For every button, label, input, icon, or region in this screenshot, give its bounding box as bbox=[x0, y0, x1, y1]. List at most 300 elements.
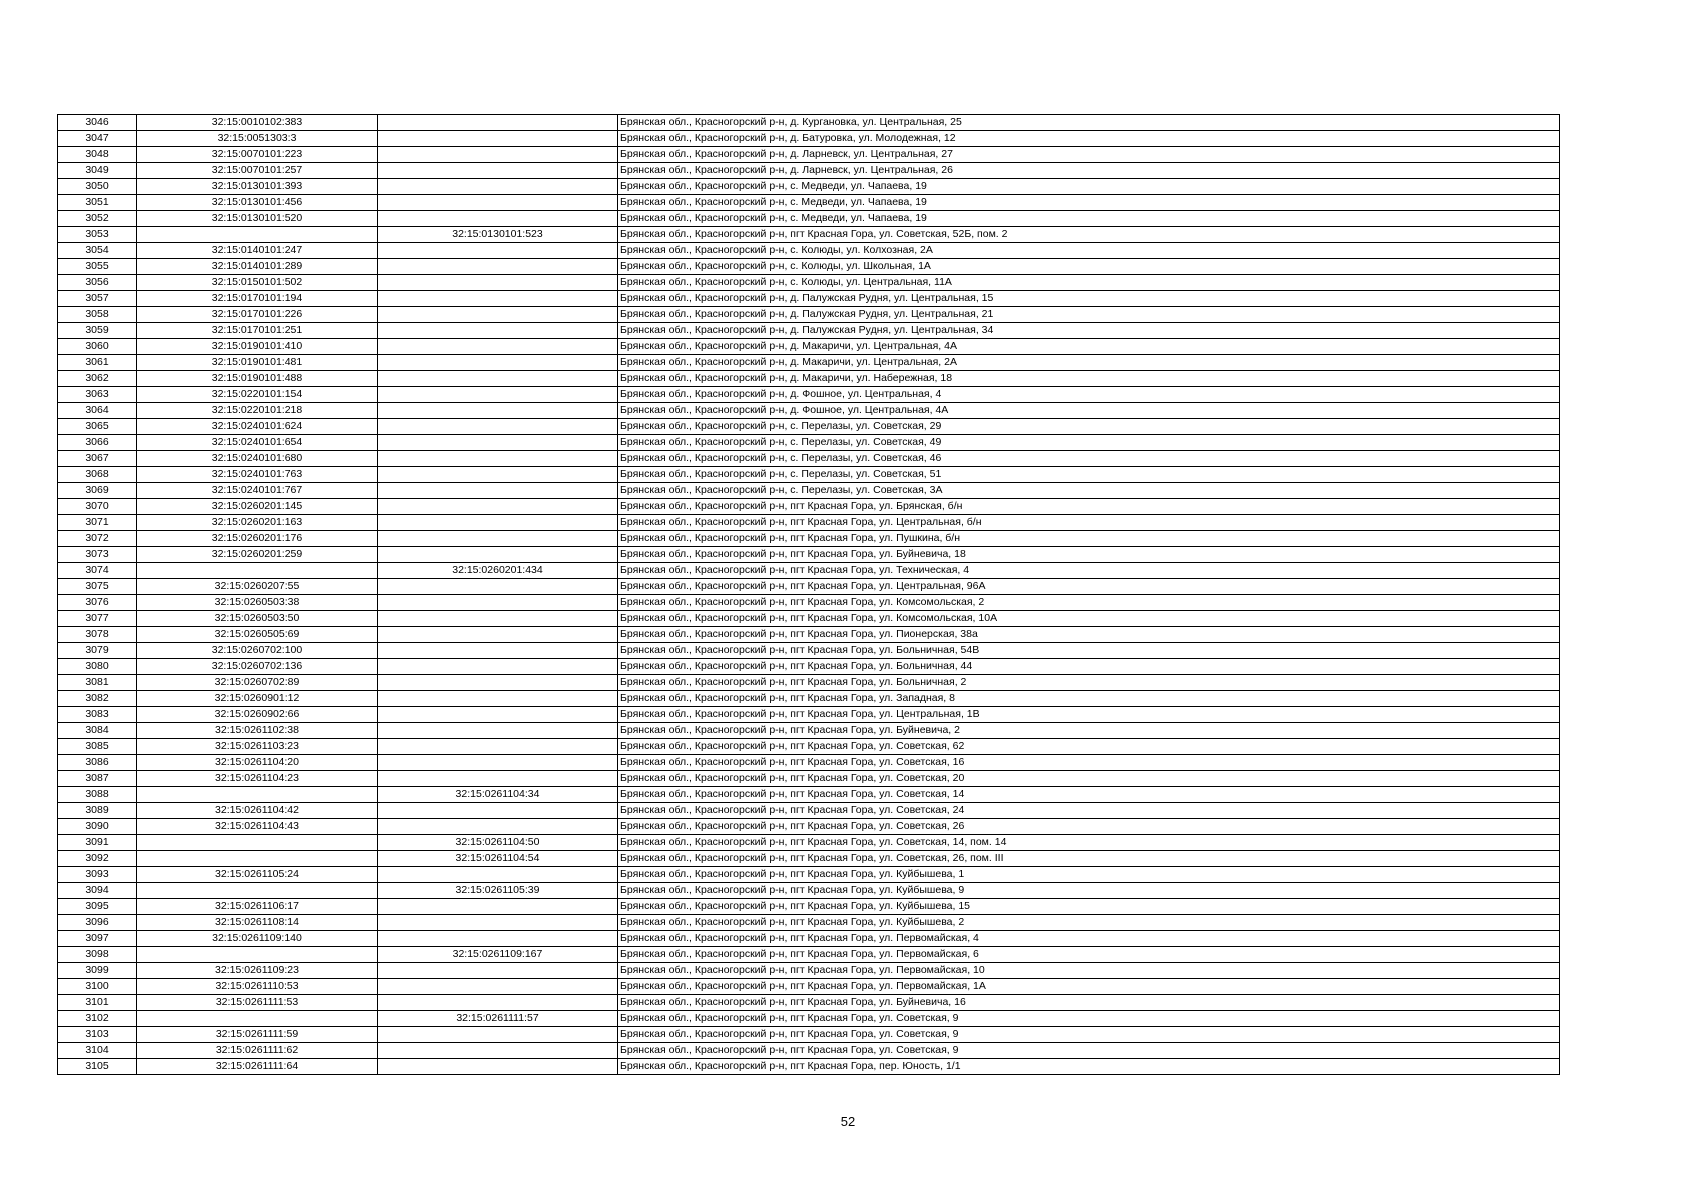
address-cell: Брянская обл., Красногорский р-н, пгт Красная Гора, ул. Куйбышева, 2 bbox=[618, 915, 1560, 931]
cadastral-number-alt-cell bbox=[378, 115, 618, 131]
address-cell: Брянская обл., Красногорский р-н, пгт Красная Гора, ул. Буйневича, 2 bbox=[618, 723, 1560, 739]
address-cell: Брянская обл., Красногорский р-н, пгт Красная Гора, ул. Куйбышева, 9 bbox=[618, 883, 1560, 899]
table-row bbox=[58, 467, 1560, 483]
row-number: 3050 bbox=[58, 179, 137, 195]
row-number: 3100 bbox=[58, 979, 137, 995]
row-number: 3062 bbox=[58, 371, 137, 387]
cadastral-number-cell bbox=[137, 787, 378, 803]
cadastral-number-alt-cell bbox=[378, 931, 618, 947]
row-number: 3051 bbox=[58, 195, 137, 211]
table-row bbox=[58, 1027, 1560, 1043]
table-row bbox=[58, 227, 1560, 243]
address-cell: Брянская обл., Красногорский р-н, пгт Красная Гора, ул. Брянская, б/н bbox=[618, 499, 1560, 515]
address-cell: Брянская обл., Красногорский р-н, пгт Красная Гора, ул. Больничная, 2 bbox=[618, 675, 1560, 691]
cadastral-number-alt-cell bbox=[378, 259, 618, 275]
cadastral-number-cell: 32:15:0261104:42 bbox=[137, 803, 378, 819]
table-row bbox=[58, 451, 1560, 467]
table-row bbox=[58, 371, 1560, 387]
cadastral-number-alt-cell bbox=[378, 611, 618, 627]
address-cell: Брянская обл., Красногорский р-н, с. Перелазы, ул. Советская, 3А bbox=[618, 483, 1560, 499]
table-row bbox=[58, 739, 1560, 755]
table-row bbox=[58, 691, 1560, 707]
table-row bbox=[58, 563, 1560, 579]
cadastral-number-alt-cell bbox=[378, 1059, 618, 1075]
cadastral-number-alt-cell bbox=[378, 387, 618, 403]
cadastral-number-alt-cell: 32:15:0261105:39 bbox=[378, 883, 618, 899]
cadastral-number-alt-cell bbox=[378, 691, 618, 707]
row-number: 3074 bbox=[58, 563, 137, 579]
table-row bbox=[58, 595, 1560, 611]
table-row bbox=[58, 963, 1560, 979]
address-cell: Брянская обл., Красногорский р-н, пгт Красная Гора, ул. Советская, 14 bbox=[618, 787, 1560, 803]
address-cell: Брянская обл., Красногорский р-н, с. Колюды, ул. Школьная, 1А bbox=[618, 259, 1560, 275]
address-cell: Брянская обл., Красногорский р-н, пгт Красная Гора, ул. Советская, 16 bbox=[618, 755, 1560, 771]
row-number: 3081 bbox=[58, 675, 137, 691]
cadastral-number-alt-cell bbox=[378, 995, 618, 1011]
cadastral-number-alt-cell bbox=[378, 1027, 618, 1043]
row-number: 3089 bbox=[58, 803, 137, 819]
address-cell: Брянская обл., Красногорский р-н, д. Ларневск, ул. Центральная, 27 bbox=[618, 147, 1560, 163]
table-row bbox=[58, 515, 1560, 531]
address-cell: Брянская обл., Красногорский р-н, д. Палужская Рудня, ул. Центральная, 15 bbox=[618, 291, 1560, 307]
row-number: 3092 bbox=[58, 851, 137, 867]
cadastral-number-alt-cell bbox=[378, 547, 618, 563]
address-cell: Брянская обл., Красногорский р-н, с. Медведи, ул. Чапаева, 19 bbox=[618, 179, 1560, 195]
table-row bbox=[58, 483, 1560, 499]
address-cell: Брянская обл., Красногорский р-н, с. Перелазы, ул. Советская, 29 bbox=[618, 419, 1560, 435]
cadastral-number-cell: 32:15:0261111:59 bbox=[137, 1027, 378, 1043]
cadastral-number-cell bbox=[137, 1011, 378, 1027]
cadastral-number-alt-cell bbox=[378, 899, 618, 915]
address-cell: Брянская обл., Красногорский р-н, с. Медведи, ул. Чапаева, 19 bbox=[618, 211, 1560, 227]
address-cell: Брянская обл., Красногорский р-н, пгт Красная Гора, ул. Пионерская, 38а bbox=[618, 627, 1560, 643]
cadastral-number-alt-cell: 32:15:0261109:167 bbox=[378, 947, 618, 963]
cadastral-number-cell: 32:15:0261102:38 bbox=[137, 723, 378, 739]
cadastral-number-cell: 32:15:0190101:410 bbox=[137, 339, 378, 355]
row-number: 3087 bbox=[58, 771, 137, 787]
table-row bbox=[58, 979, 1560, 995]
cadastral-number-alt-cell bbox=[378, 499, 618, 515]
cadastral-number-cell: 32:15:0190101:488 bbox=[137, 371, 378, 387]
row-number: 3102 bbox=[58, 1011, 137, 1027]
table-row bbox=[58, 531, 1560, 547]
cadastral-number-cell: 32:15:0261109:140 bbox=[137, 931, 378, 947]
row-number: 3086 bbox=[58, 755, 137, 771]
table-row bbox=[58, 851, 1560, 867]
row-number: 3090 bbox=[58, 819, 137, 835]
table-row bbox=[58, 915, 1560, 931]
table-row bbox=[58, 275, 1560, 291]
table-row bbox=[58, 115, 1560, 131]
row-number: 3076 bbox=[58, 595, 137, 611]
registry-table bbox=[57, 114, 1560, 1075]
cadastral-number-alt-cell: 32:15:0261104:54 bbox=[378, 851, 618, 867]
cadastral-number-alt-cell bbox=[378, 659, 618, 675]
table-row bbox=[58, 867, 1560, 883]
row-number: 3096 bbox=[58, 915, 137, 931]
table-row bbox=[58, 755, 1560, 771]
address-cell: Брянская обл., Красногорский р-н, д. Палужская Рудня, ул. Центральная, 34 bbox=[618, 323, 1560, 339]
cadastral-number-alt-cell bbox=[378, 195, 618, 211]
cadastral-number-cell: 32:15:0240101:680 bbox=[137, 451, 378, 467]
cadastral-number-cell: 32:15:0051303:3 bbox=[137, 131, 378, 147]
address-cell: Брянская обл., Красногорский р-н, д. Ларневск, ул. Центральная, 26 bbox=[618, 163, 1560, 179]
address-cell: Брянская обл., Красногорский р-н, пгт Красная Гора, ул. Советская, 9 bbox=[618, 1027, 1560, 1043]
cadastral-number-alt-cell bbox=[378, 627, 618, 643]
address-cell: Брянская обл., Красногорский р-н, д. Фошное, ул. Центральная, 4 bbox=[618, 387, 1560, 403]
cadastral-number-alt-cell bbox=[378, 579, 618, 595]
address-cell: Брянская обл., Красногорский р-н, пгт Красная Гора, ул. Советская, 52Б, пом. 2 bbox=[618, 227, 1560, 243]
cadastral-number-cell: 32:15:0261104:23 bbox=[137, 771, 378, 787]
cadastral-number-cell: 32:15:0220101:154 bbox=[137, 387, 378, 403]
cadastral-number-alt-cell: 32:15:0261104:50 bbox=[378, 835, 618, 851]
cadastral-number-alt-cell bbox=[378, 739, 618, 755]
cadastral-number-cell: 32:15:0261111:64 bbox=[137, 1059, 378, 1075]
cadastral-number-alt-cell bbox=[378, 803, 618, 819]
row-number: 3072 bbox=[58, 531, 137, 547]
cadastral-number-cell bbox=[137, 883, 378, 899]
cadastral-number-alt-cell bbox=[378, 323, 618, 339]
address-cell: Брянская обл., Красногорский р-н, пгт Красная Гора, ул. Первомайская, 1А bbox=[618, 979, 1560, 995]
table-row bbox=[58, 707, 1560, 723]
address-cell: Брянская обл., Красногорский р-н, с. Перелазы, ул. Советская, 51 bbox=[618, 467, 1560, 483]
address-cell: Брянская обл., Красногорский р-н, пгт Красная Гора, пер. Юность, 1/1 bbox=[618, 1059, 1560, 1075]
row-number: 3101 bbox=[58, 995, 137, 1011]
cadastral-number-cell: 32:15:0260201:176 bbox=[137, 531, 378, 547]
address-cell: Брянская обл., Красногорский р-н, д. Фошное, ул. Центральная, 4А bbox=[618, 403, 1560, 419]
cadastral-number-alt-cell: 32:15:0261104:34 bbox=[378, 787, 618, 803]
cadastral-number-cell: 32:15:0130101:393 bbox=[137, 179, 378, 195]
row-number: 3067 bbox=[58, 451, 137, 467]
cadastral-number-cell: 32:15:0260201:145 bbox=[137, 499, 378, 515]
cadastral-number-cell: 32:15:0260901:12 bbox=[137, 691, 378, 707]
row-number: 3095 bbox=[58, 899, 137, 915]
table-row bbox=[58, 883, 1560, 899]
cadastral-number-cell: 32:15:0130101:520 bbox=[137, 211, 378, 227]
cadastral-number-alt-cell bbox=[378, 211, 618, 227]
table-row bbox=[58, 659, 1560, 675]
cadastral-number-cell: 32:15:0170101:226 bbox=[137, 307, 378, 323]
cadastral-number-cell: 32:15:0240101:654 bbox=[137, 435, 378, 451]
address-cell: Брянская обл., Красногорский р-н, пгт Красная Гора, ул. Советская, 26, пом. III bbox=[618, 851, 1560, 867]
row-number: 3061 bbox=[58, 355, 137, 371]
cadastral-number-alt-cell: 32:15:0261111:57 bbox=[378, 1011, 618, 1027]
cadastral-number-cell: 32:15:0130101:456 bbox=[137, 195, 378, 211]
row-number: 3047 bbox=[58, 131, 137, 147]
cadastral-number-alt-cell bbox=[378, 435, 618, 451]
cadastral-number-cell: 32:15:0260505:69 bbox=[137, 627, 378, 643]
cadastral-number-alt-cell bbox=[378, 643, 618, 659]
cadastral-number-alt-cell bbox=[378, 419, 618, 435]
row-number: 3104 bbox=[58, 1043, 137, 1059]
cadastral-number-cell bbox=[137, 835, 378, 851]
cadastral-number-alt-cell bbox=[378, 371, 618, 387]
table-row bbox=[58, 995, 1560, 1011]
row-number: 3068 bbox=[58, 467, 137, 483]
address-cell: Брянская обл., Красногорский р-н, пгт Красная Гора, ул. Советская, 24 bbox=[618, 803, 1560, 819]
cadastral-number-cell: 32:15:0220101:218 bbox=[137, 403, 378, 419]
row-number: 3049 bbox=[58, 163, 137, 179]
cadastral-number-alt-cell bbox=[378, 515, 618, 531]
cadastral-number-alt-cell: 32:15:0260201:434 bbox=[378, 563, 618, 579]
cadastral-number-cell: 32:15:0150101:502 bbox=[137, 275, 378, 291]
page-number: 52 bbox=[840, 1114, 856, 1129]
row-number: 3056 bbox=[58, 275, 137, 291]
row-number: 3059 bbox=[58, 323, 137, 339]
table-row bbox=[58, 147, 1560, 163]
address-cell: Брянская обл., Красногорский р-н, с. Колюды, ул. Центральная, 11А bbox=[618, 275, 1560, 291]
address-cell: Брянская обл., Красногорский р-н, пгт Красная Гора, ул. Куйбышева, 15 bbox=[618, 899, 1560, 915]
row-number: 3069 bbox=[58, 483, 137, 499]
table-row bbox=[58, 803, 1560, 819]
cadastral-number-alt-cell bbox=[378, 451, 618, 467]
cadastral-number-alt-cell bbox=[378, 339, 618, 355]
address-cell: Брянская обл., Красногорский р-н, пгт Красная Гора, ул. Первомайская, 4 bbox=[618, 931, 1560, 947]
cadastral-number-alt-cell bbox=[378, 483, 618, 499]
row-number: 3060 bbox=[58, 339, 137, 355]
table-row bbox=[58, 835, 1560, 851]
row-number: 3091 bbox=[58, 835, 137, 851]
cadastral-number-cell: 32:15:0190101:481 bbox=[137, 355, 378, 371]
cadastral-number-cell: 32:15:0261104:43 bbox=[137, 819, 378, 835]
cadastral-number-cell: 32:15:0070101:257 bbox=[137, 163, 378, 179]
cadastral-number-alt-cell bbox=[378, 355, 618, 371]
address-cell: Брянская обл., Красногорский р-н, пгт Красная Гора, ул. Первомайская, 10 bbox=[618, 963, 1560, 979]
row-number: 3055 bbox=[58, 259, 137, 275]
cadastral-number-alt-cell bbox=[378, 707, 618, 723]
address-cell: Брянская обл., Красногорский р-н, д. Кургановка, ул. Центральная, 25 bbox=[618, 115, 1560, 131]
cadastral-number-cell: 32:15:0260702:89 bbox=[137, 675, 378, 691]
row-number: 3103 bbox=[58, 1027, 137, 1043]
address-cell: Брянская обл., Красногорский р-н, пгт Красная Гора, ул. Советская, 14, пом. 14 bbox=[618, 835, 1560, 851]
table-row bbox=[58, 403, 1560, 419]
table-row bbox=[58, 419, 1560, 435]
address-cell: Брянская обл., Красногорский р-н, д. Макаричи, ул. Центральная, 2А bbox=[618, 355, 1560, 371]
address-cell: Брянская обл., Красногорский р-н, с. Перелазы, ул. Советская, 46 bbox=[618, 451, 1560, 467]
table-row bbox=[58, 355, 1560, 371]
row-number: 3071 bbox=[58, 515, 137, 531]
table-row bbox=[58, 435, 1560, 451]
address-cell: Брянская обл., Красногорский р-н, пгт Красная Гора, ул. Буйневича, 18 bbox=[618, 547, 1560, 563]
cadastral-number-alt-cell bbox=[378, 963, 618, 979]
table-row bbox=[58, 771, 1560, 787]
cadastral-number-alt-cell bbox=[378, 1043, 618, 1059]
address-cell: Брянская обл., Красногорский р-н, пгт Красная Гора, ул. Центральная, б/н bbox=[618, 515, 1560, 531]
cadastral-number-cell: 32:15:0240101:767 bbox=[137, 483, 378, 499]
cadastral-number-cell: 32:15:0170101:194 bbox=[137, 291, 378, 307]
table-row bbox=[58, 787, 1560, 803]
address-cell: Брянская обл., Красногорский р-н, д. Макаричи, ул. Центральная, 4А bbox=[618, 339, 1560, 355]
address-cell: Брянская обл., Красногорский р-н, пгт Красная Гора, ул. Буйневича, 16 bbox=[618, 995, 1560, 1011]
table-row bbox=[58, 675, 1560, 691]
cadastral-number-cell: 32:15:0260702:100 bbox=[137, 643, 378, 659]
row-number: 3066 bbox=[58, 435, 137, 451]
cadastral-number-alt-cell bbox=[378, 755, 618, 771]
table-row bbox=[58, 131, 1560, 147]
row-number: 3094 bbox=[58, 883, 137, 899]
cadastral-number-cell: 32:15:0261105:24 bbox=[137, 867, 378, 883]
cadastral-number-cell: 32:15:0260902:66 bbox=[137, 707, 378, 723]
address-cell: Брянская обл., Красногорский р-н, пгт Красная Гора, ул. Западная, 8 bbox=[618, 691, 1560, 707]
cadastral-number-cell bbox=[137, 563, 378, 579]
cadastral-number-alt-cell bbox=[378, 147, 618, 163]
table-row bbox=[58, 211, 1560, 227]
row-number: 3082 bbox=[58, 691, 137, 707]
cadastral-number-alt-cell bbox=[378, 867, 618, 883]
cadastral-number-alt-cell bbox=[378, 131, 618, 147]
address-cell: Брянская обл., Красногорский р-н, пгт Красная Гора, ул. Куйбышева, 1 bbox=[618, 867, 1560, 883]
table-body bbox=[58, 115, 1560, 1075]
table-row bbox=[58, 899, 1560, 915]
address-cell: Брянская обл., Красногорский р-н, с. Колюды, ул. Колхозная, 2А bbox=[618, 243, 1560, 259]
row-number: 3058 bbox=[58, 307, 137, 323]
address-cell: Брянская обл., Красногорский р-н, д. Палужская Рудня, ул. Центральная, 21 bbox=[618, 307, 1560, 323]
cadastral-number-alt-cell bbox=[378, 307, 618, 323]
address-cell: Брянская обл., Красногорский р-н, пгт Красная Гора, ул. Комсомольская, 10А bbox=[618, 611, 1560, 627]
table-row bbox=[58, 243, 1560, 259]
row-number: 3098 bbox=[58, 947, 137, 963]
cadastral-number-alt-cell bbox=[378, 819, 618, 835]
table-row bbox=[58, 1059, 1560, 1075]
address-cell: Брянская обл., Красногорский р-н, пгт Красная Гора, ул. Советская, 20 bbox=[618, 771, 1560, 787]
table-row bbox=[58, 195, 1560, 211]
row-number: 3078 bbox=[58, 627, 137, 643]
cadastral-number-cell: 32:15:0170101:251 bbox=[137, 323, 378, 339]
table-row bbox=[58, 307, 1560, 323]
row-number: 3097 bbox=[58, 931, 137, 947]
table-row bbox=[58, 547, 1560, 563]
row-number: 3099 bbox=[58, 963, 137, 979]
row-number: 3065 bbox=[58, 419, 137, 435]
cadastral-number-alt-cell: 32:15:0130101:523 bbox=[378, 227, 618, 243]
cadastral-number-cell: 32:15:0240101:624 bbox=[137, 419, 378, 435]
address-cell: Брянская обл., Красногорский р-н, пгт Красная Гора, ул. Техническая, 4 bbox=[618, 563, 1560, 579]
table-row bbox=[58, 643, 1560, 659]
cadastral-number-alt-cell bbox=[378, 531, 618, 547]
cadastral-number-alt-cell bbox=[378, 179, 618, 195]
table-row bbox=[58, 323, 1560, 339]
row-number: 3073 bbox=[58, 547, 137, 563]
table-row bbox=[58, 723, 1560, 739]
cadastral-number-cell bbox=[137, 947, 378, 963]
row-number: 3077 bbox=[58, 611, 137, 627]
address-cell: Брянская обл., Красногорский р-н, д. Батуровка, ул. Молодежная, 12 bbox=[618, 131, 1560, 147]
table-row bbox=[58, 611, 1560, 627]
cadastral-number-cell: 32:15:0261110:53 bbox=[137, 979, 378, 995]
row-number: 3085 bbox=[58, 739, 137, 755]
row-number: 3052 bbox=[58, 211, 137, 227]
cadastral-number-cell bbox=[137, 851, 378, 867]
cadastral-number-alt-cell bbox=[378, 915, 618, 931]
table-row bbox=[58, 387, 1560, 403]
row-number: 3075 bbox=[58, 579, 137, 595]
cadastral-number-alt-cell bbox=[378, 163, 618, 179]
table-row bbox=[58, 819, 1560, 835]
cadastral-number-alt-cell bbox=[378, 467, 618, 483]
address-cell: Брянская обл., Красногорский р-н, с. Перелазы, ул. Советская, 49 bbox=[618, 435, 1560, 451]
row-number: 3070 bbox=[58, 499, 137, 515]
table-row bbox=[58, 179, 1560, 195]
cadastral-number-cell: 32:15:0260503:38 bbox=[137, 595, 378, 611]
row-number: 3064 bbox=[58, 403, 137, 419]
cadastral-number-alt-cell bbox=[378, 771, 618, 787]
row-number: 3093 bbox=[58, 867, 137, 883]
table-row bbox=[58, 291, 1560, 307]
address-cell: Брянская обл., Красногорский р-н, пгт Красная Гора, ул. Центральная, 1В bbox=[618, 707, 1560, 723]
cadastral-number-alt-cell bbox=[378, 291, 618, 307]
address-cell: Брянская обл., Красногорский р-н, д. Макаричи, ул. Набережная, 18 bbox=[618, 371, 1560, 387]
cadastral-number-cell: 32:15:0260503:50 bbox=[137, 611, 378, 627]
row-number: 3084 bbox=[58, 723, 137, 739]
cadastral-number-cell: 32:15:0140101:247 bbox=[137, 243, 378, 259]
row-number: 3105 bbox=[58, 1059, 137, 1075]
row-number: 3048 bbox=[58, 147, 137, 163]
row-number: 3057 bbox=[58, 291, 137, 307]
cadastral-number-alt-cell bbox=[378, 243, 618, 259]
cadastral-number-cell: 32:15:0240101:763 bbox=[137, 467, 378, 483]
cadastral-number-cell: 32:15:0260702:136 bbox=[137, 659, 378, 675]
row-number: 3063 bbox=[58, 387, 137, 403]
address-cell: Брянская обл., Красногорский р-н, пгт Красная Гора, ул. Первомайская, 6 bbox=[618, 947, 1560, 963]
address-cell: Брянская обл., Красногорский р-н, пгт Красная Гора, ул. Советская, 9 bbox=[618, 1011, 1560, 1027]
cadastral-number-alt-cell bbox=[378, 675, 618, 691]
table-row bbox=[58, 1043, 1560, 1059]
table-row bbox=[58, 947, 1560, 963]
cadastral-number-cell: 32:15:0261106:17 bbox=[137, 899, 378, 915]
address-cell: Брянская обл., Красногорский р-н, пгт Красная Гора, ул. Советская, 9 bbox=[618, 1043, 1560, 1059]
cadastral-number-alt-cell bbox=[378, 979, 618, 995]
cadastral-number-cell: 32:15:0070101:223 bbox=[137, 147, 378, 163]
row-number: 3053 bbox=[58, 227, 137, 243]
table-row bbox=[58, 627, 1560, 643]
address-cell: Брянская обл., Красногорский р-н, пгт Красная Гора, ул. Советская, 26 bbox=[618, 819, 1560, 835]
address-cell: Брянская обл., Красногорский р-н, пгт Красная Гора, ул. Больничная, 44 bbox=[618, 659, 1560, 675]
cadastral-number-cell: 32:15:0140101:289 bbox=[137, 259, 378, 275]
row-number: 3079 bbox=[58, 643, 137, 659]
address-cell: Брянская обл., Красногорский р-н, пгт Красная Гора, ул. Советская, 62 bbox=[618, 739, 1560, 755]
address-cell: Брянская обл., Красногорский р-н, с. Медведи, ул. Чапаева, 19 bbox=[618, 195, 1560, 211]
cadastral-number-cell: 32:15:0260201:259 bbox=[137, 547, 378, 563]
table-row bbox=[58, 163, 1560, 179]
row-number: 3080 bbox=[58, 659, 137, 675]
cadastral-number-cell: 32:15:0261111:62 bbox=[137, 1043, 378, 1059]
address-cell: Брянская обл., Красногорский р-н, пгт Красная Гора, ул. Больничная, 54В bbox=[618, 643, 1560, 659]
cadastral-number-alt-cell bbox=[378, 595, 618, 611]
table-row bbox=[58, 499, 1560, 515]
cadastral-number-cell: 32:15:0261109:23 bbox=[137, 963, 378, 979]
cadastral-number-cell bbox=[137, 227, 378, 243]
row-number: 3088 bbox=[58, 787, 137, 803]
cadastral-number-alt-cell bbox=[378, 275, 618, 291]
table-row bbox=[58, 931, 1560, 947]
cadastral-number-alt-cell bbox=[378, 723, 618, 739]
cadastral-number-cell: 32:15:0260201:163 bbox=[137, 515, 378, 531]
row-number: 3054 bbox=[58, 243, 137, 259]
table-row bbox=[58, 579, 1560, 595]
table-row bbox=[58, 259, 1560, 275]
cadastral-number-cell: 32:15:0261104:20 bbox=[137, 755, 378, 771]
table-row bbox=[58, 339, 1560, 355]
row-number: 3046 bbox=[58, 115, 137, 131]
row-number: 3083 bbox=[58, 707, 137, 723]
address-cell: Брянская обл., Красногорский р-н, пгт Красная Гора, ул. Комсомольская, 2 bbox=[618, 595, 1560, 611]
cadastral-number-cell: 32:15:0260207:55 bbox=[137, 579, 378, 595]
cadastral-number-cell: 32:15:0010102:383 bbox=[137, 115, 378, 131]
cadastral-number-alt-cell bbox=[378, 403, 618, 419]
cadastral-number-cell: 32:15:0261103:23 bbox=[137, 739, 378, 755]
cadastral-number-cell: 32:15:0261108:14 bbox=[137, 915, 378, 931]
table-row bbox=[58, 1011, 1560, 1027]
